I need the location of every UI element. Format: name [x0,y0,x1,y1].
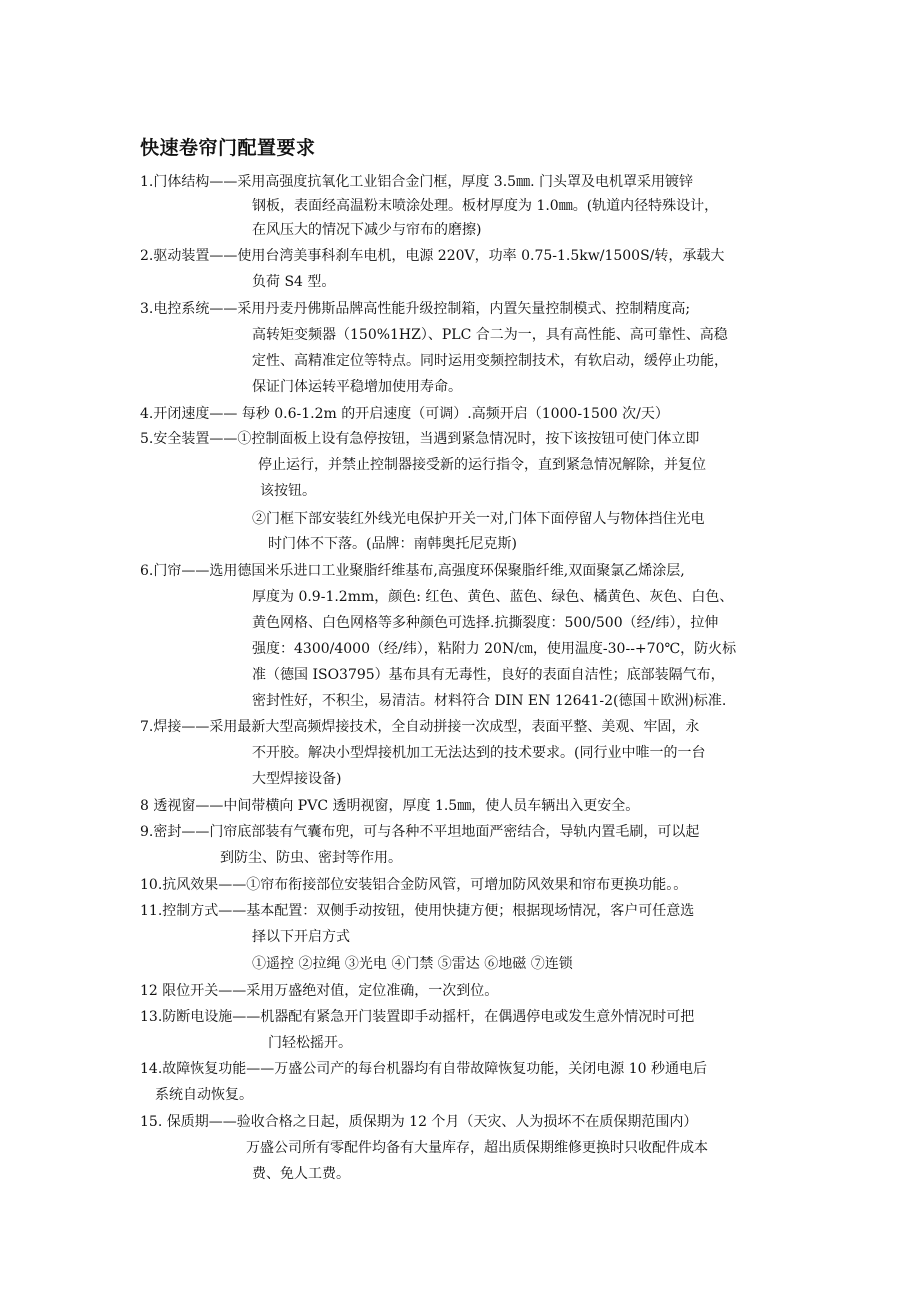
line-12-1: 12 限位开关——采用万盛绝对值，定位准确，一次到位。 [140,983,499,999]
line-11-1: 11.控制方式——基本配置：双侧手动按钮，使用快捷方便；根据现场情况，客户可任意选 [140,903,695,919]
line-11-3: ①遥控 ②拉绳 ③光电 ④门禁 ⑤雷达 ⑥地磁 ⑦连锁 [252,956,573,972]
line-13-2: 门轻松摇开。 [268,1035,352,1051]
line-13-1: 13.防断电设施——机器配有紧急开门装置即手动摇杆，在偶遇停电或发生意外情况时可把 [140,1009,695,1025]
line-9-2: 到防尘、防虫、密封等作用。 [220,850,402,866]
line-6-4: 强度：4300/4000（经/纬），粘附力 20N/㎝，使用温度-30--+70℃，防火标 [252,641,737,657]
line-1-2: 钢板，表面经高温粉末喷涂处理。板材厚度为 1.0㎜。(轨道内径特殊设计， [252,198,719,214]
line-2-2: 负荷 S4 型。 [252,274,336,290]
line-3-1: 3.电控系统——采用丹麦丹佛斯品牌高性能升级控制箱，内置矢量控制模式、控制精度高; [140,301,691,317]
line-15-2: 万盛公司所有零配件均备有大量库存，超出质保期维修更换时只收配件成本 [246,1140,708,1156]
line-10-1: 10.抗风效果——①帘布衔接部位安装铝合金防风管，可增加防风效果和帘布更换功能。。 [140,877,688,893]
line-2-1: 2.驱动装置——使用台湾美事科刹车电机，电源 220V，功率 0.75-1.5kw/1500S/转，承载大 [140,248,725,264]
line-3-2: 高转矩变频器（150%1HZ）、PLC 合二为一，具有高性能、高可靠性、高稳 [252,327,728,343]
line-6-3: 黄色网格、白色网格等多种颜色可选择.抗撕裂度：500/500（经/纬），拉伸 [252,615,719,631]
line-5-5: 时门体不下落。(品牌：南韩奥托尼克斯) [268,536,517,552]
line-15-1: 15. 保质期——验收合格之日起，质保期为 12 个月（天灾、人为损坏不在质保期范围内） [140,1114,698,1130]
line-1-1: 1.门体结构——采用高强度抗氧化工业铝合金门框，厚度 3.5㎜. 门头罩及电机罩采用镀锌 [140,174,693,190]
line-15-3: 费、免人工费。 [252,1166,350,1182]
line-8-1: 8 透视窗——中间带横向 PVC 透明视窗，厚度 1.5㎜，使人员车辆出入更安全。 [140,798,640,814]
line-6-2: 厚度为 0.9-1.2mm，颜色: 红色、黄色、蓝色、绿色、橘黄色、灰色、白色、 [252,589,734,605]
line-7-2: 不开胶。解决小型焊接机加工无法达到的技术要求。(同行业中唯一的一台 [252,745,706,761]
line-14-1: 14.故障恢复功能——万盛公司产的每台机器均有自带故障恢复功能，关闭电源 10 秒通电后 [140,1061,707,1077]
line-6-5: 准（德国 ISO3795）基布具有无毒性，良好的表面自洁性；底部装隔气布， [252,667,725,683]
line-5-4: ②门框下部安装红外线光电保护开关一对,门体下面停留人与物体挡住光电 [252,511,705,527]
line-3-3: 定性、高精准定位等特点。同时运用变频控制技术，有软启动，缓停止功能， [252,353,728,369]
line-5-3: 该按钮。 [260,483,316,499]
line-9-1: 9.密封——门帘底部装有气囊布兜，可与各种不平坦地面严密结合，导轨内置毛刷，可以起 [140,824,700,840]
line-3-4: 保证门体运转平稳增加使用寿命。 [252,379,462,395]
line-4-1: 4.开闭速度—— 每秒 0.6-1.2m 的开启速度（可调）.高频开启（1000-1500 次/天） [140,406,669,422]
line-6-6: 密封性好，不积尘，易清洁。材料符合 DIN EN 12641-2(德国＋欧洲)标准. [252,693,727,709]
line-5-2: 停止运行，并禁止控制器接受新的运行指令，直到紧急情况解除，并复位 [258,457,706,473]
line-11-2: 择以下开启方式 [252,929,350,945]
line-7-3: 大型焊接设备) [252,771,342,787]
line-6-1: 6.门帘——选用德国米乐进口工业聚脂纤维基布,高强度环保聚脂纤维,双面聚氯乙烯涂层, [140,563,685,579]
line-1-3: 在风压大的情况下减少与帘布的磨擦) [252,222,482,238]
line-5-1: 5.安全装置——①控制面板上设有急停按钮，当遇到紧急情况时，按下该按钮可使门体立即 [140,431,700,447]
line-14-2: 系统自动恢复。 [155,1087,253,1103]
line-7-1: 7.焊接——采用最新大型高频焊接技术，全自动拼接一次成型，表面平整、美观、牢固，永 [140,719,700,735]
document-title: 快速卷帘门配置要求 [140,137,316,159]
